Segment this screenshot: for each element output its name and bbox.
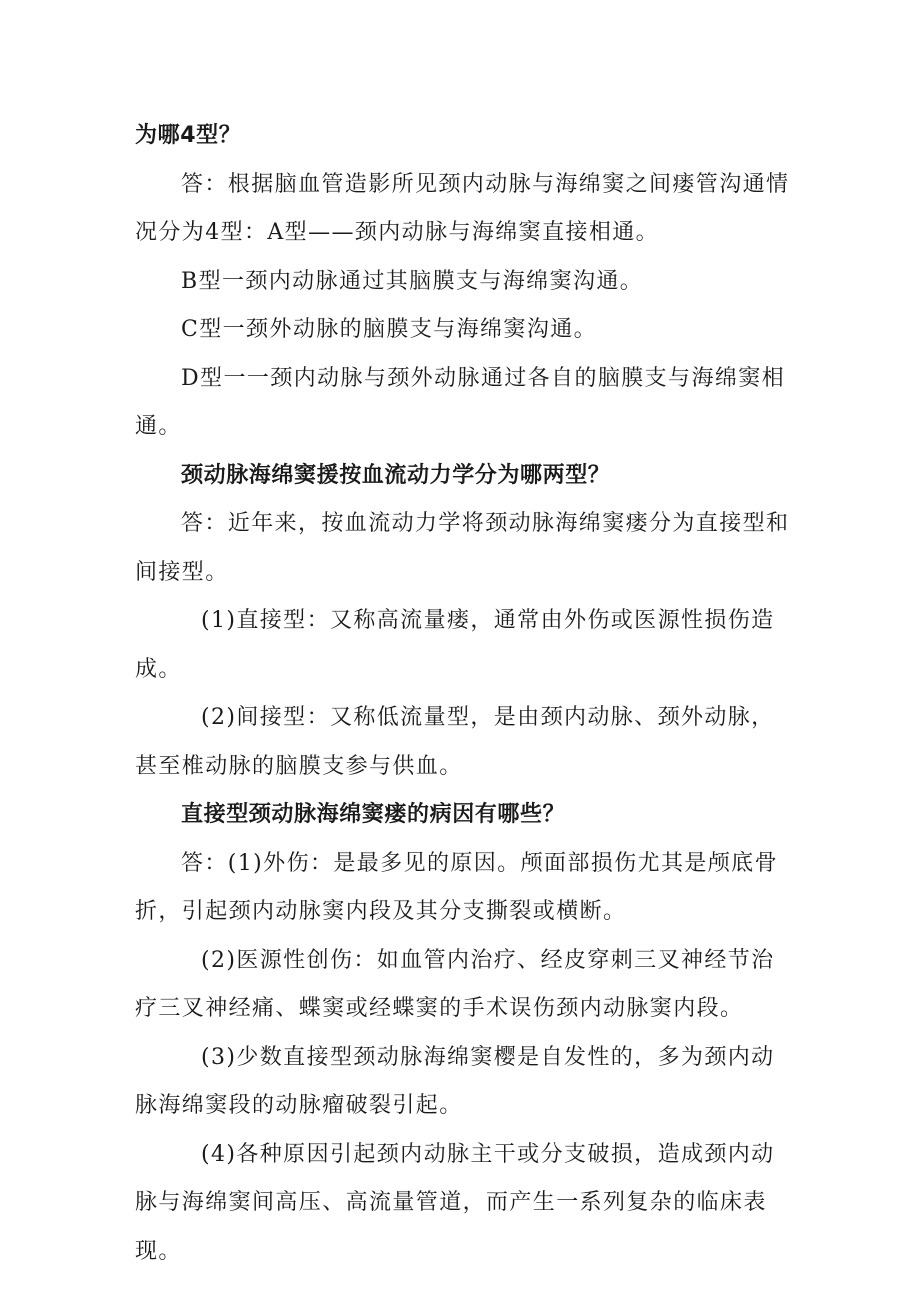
document-body xyxy=(135,112,795,1276)
list-item-direct-type: (1)直接型：又称高流量瘘，通常由外伤或医源性损伤造成。 xyxy=(135,608,775,682)
list-item-indirect-type: (2)间接型：又称低流量型，是由颈内动脉、颈外动脉，甚至椎动脉的脑膜支参与供血。 xyxy=(135,705,775,779)
type-c-paragraph: C型一颈外动脉的脑膜支与海绵窦沟通。 xyxy=(181,317,598,342)
type-d-paragraph: D型一一颈内动脉与颈外动脉通过各自的脑膜支与海绵窦相通。 xyxy=(135,365,786,439)
list-item-various-causes: (4)各种原因引起颈内动脉主干或分支破损，造成颈内动脉与海绵窦间高压、高流量管道，而产生一系列复杂的临床表现。 xyxy=(135,1141,775,1264)
question-heading-continued: 为哪4型？ xyxy=(135,123,242,148)
question-heading: 直接型颈动脉海绵窦瘘的病因有哪些？ xyxy=(181,802,566,827)
list-item-spontaneous: (3)少数直接型颈动脉海绵窦樱是自发性的，多为颈内动脉海绵窦段的动脉瘤破裂引起。 xyxy=(135,1044,775,1118)
answer-paragraph: 答：根据脑血管造影所见颈内动脉与海绵窦之间瘘管沟通情况分为4型：A型——颈内动脉与海绵窦直接相通。 xyxy=(135,171,790,245)
type-b-paragraph: B型一颈内动脉通过其脑膜支与海绵窦沟通。 xyxy=(181,268,644,294)
question-heading: 颈动脉海绵窦援按血流动力学分为哪两型？ xyxy=(181,462,611,488)
answer-paragraph: 答：(1)外伤：是最多见的原因。颅面部损伤尤其是颅底骨折，引起颈内动脉窦内段及其分支撕裂或横断。 xyxy=(135,850,778,924)
answer-paragraph: 答：近年来，按血流动力学将颈动脉海绵窦瘘分为直接型和间接型。 xyxy=(135,511,790,585)
list-item-iatrogenic: (2)医源性创伤：如血管内治疗、经皮穿刺三叉神经节治疗三叉神经痛、蝶窦或经蝶窦的手术误伤颈内动脉窦内段。 xyxy=(135,947,775,1021)
